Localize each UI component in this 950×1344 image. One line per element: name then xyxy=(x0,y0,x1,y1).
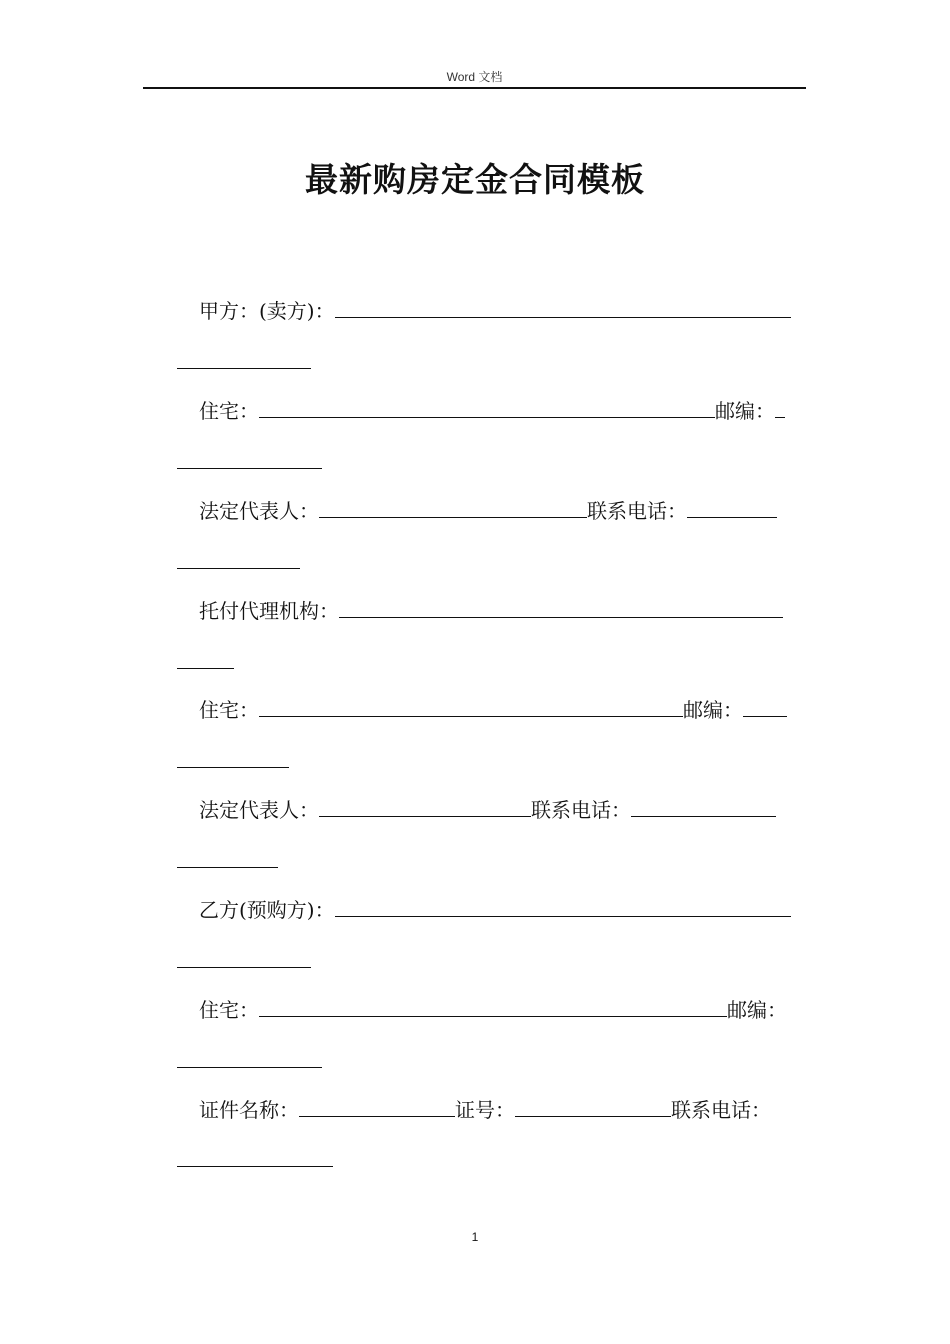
id-number-label: 证号： xyxy=(455,1098,515,1122)
party-a-blank[interactable] xyxy=(335,295,791,318)
address-3-blank[interactable] xyxy=(259,994,727,1017)
id-name-blank[interactable] xyxy=(299,1094,455,1117)
legal-rep-1-line xyxy=(177,495,801,523)
party-a-label: 甲方：(卖方)： xyxy=(199,299,335,323)
postcode-1-label: 邮编： xyxy=(715,399,775,423)
address-1-blank[interactable] xyxy=(259,395,715,418)
party-b-blank-cont[interactable] xyxy=(177,967,311,968)
legal-rep-2-blank[interactable] xyxy=(319,794,531,817)
address-1-label: 住宅： xyxy=(199,399,259,423)
page-number: 1 xyxy=(471,1230,479,1244)
phone-1-blank-cont[interactable] xyxy=(177,568,300,569)
address-1-line xyxy=(177,395,801,423)
agency-label: 托付代理机构： xyxy=(199,599,339,623)
phone-2-blank-cont[interactable] xyxy=(177,867,278,868)
postcode-2-blank[interactable] xyxy=(743,694,787,717)
party-b-blank[interactable] xyxy=(335,894,791,917)
phone-3-blank[interactable] xyxy=(177,1166,333,1167)
page-header: Word 文档 xyxy=(446,70,503,84)
header-rule xyxy=(143,87,806,89)
postcode-3-label: 邮编： xyxy=(727,998,787,1022)
address-3-line xyxy=(177,994,801,1022)
legal-rep-2-line xyxy=(177,794,801,822)
address-3-label: 住宅： xyxy=(199,998,259,1022)
agency-line xyxy=(177,595,801,623)
phone-2-blank[interactable] xyxy=(631,794,776,817)
postcode-2-blank-cont[interactable] xyxy=(177,767,289,768)
agency-blank[interactable] xyxy=(339,595,783,618)
id-name-label: 证件名称： xyxy=(199,1098,299,1122)
id-number-blank[interactable] xyxy=(515,1094,671,1117)
legal-rep-1-label: 法定代表人： xyxy=(199,499,319,523)
phone-3-label: 联系电话： xyxy=(671,1098,771,1122)
address-2-line xyxy=(177,694,801,722)
postcode-1-blank[interactable] xyxy=(775,395,785,418)
phone-2-label: 联系电话： xyxy=(531,798,631,822)
id-line xyxy=(177,1094,801,1122)
legal-rep-1-blank[interactable] xyxy=(319,495,587,518)
party-a-line xyxy=(177,295,801,323)
address-2-label: 住宅： xyxy=(199,698,259,722)
postcode-1-blank-cont[interactable] xyxy=(177,468,322,469)
party-b-line xyxy=(177,894,801,922)
agency-blank-cont[interactable] xyxy=(177,668,234,669)
postcode-3-blank[interactable] xyxy=(177,1067,322,1068)
address-2-blank[interactable] xyxy=(259,694,683,717)
postcode-2-label: 邮编： xyxy=(683,698,743,722)
party-a-blank-cont[interactable] xyxy=(177,368,311,369)
legal-rep-2-label: 法定代表人： xyxy=(199,798,319,822)
phone-1-label: 联系电话： xyxy=(587,499,687,523)
party-b-label: 乙方(预购方)： xyxy=(199,898,335,922)
phone-1-blank[interactable] xyxy=(687,495,777,518)
document-title: 最新购房定金合同模板 xyxy=(305,160,645,199)
